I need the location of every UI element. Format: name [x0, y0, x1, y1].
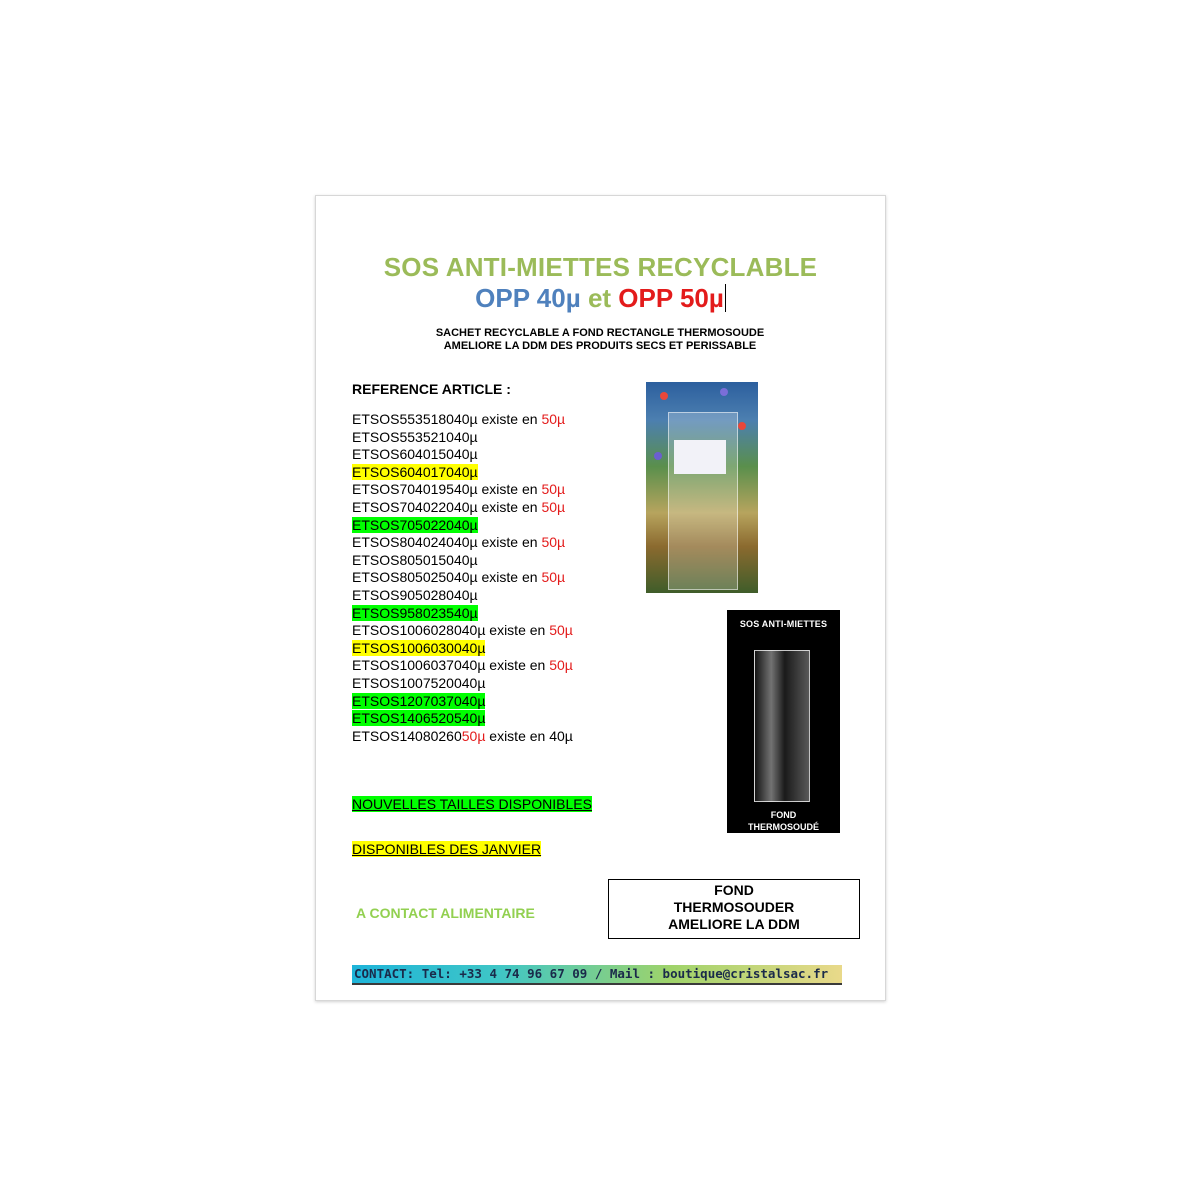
page-subtitle	[316, 283, 885, 314]
bag-label-card	[674, 440, 726, 474]
feature-box	[608, 879, 860, 939]
bag-illustration	[754, 650, 810, 802]
reference-item	[352, 411, 573, 429]
photo-caption-bottom-line2: THERMOSOUDÉ	[747, 822, 819, 832]
reference-code: ETSOS553518040µ	[352, 411, 478, 427]
reference-item	[352, 640, 573, 658]
reference-red-text: 50µ	[541, 481, 566, 498]
reference-note: existe en	[477, 498, 542, 515]
reference-item	[352, 534, 573, 552]
reference-note: existe en	[477, 569, 542, 586]
reference-code: ETSOS1006030040µ	[352, 639, 486, 656]
reference-item	[352, 657, 573, 675]
reference-red-text: 50µ	[549, 622, 573, 639]
reference-item	[352, 499, 573, 517]
contact-banner: CONTACT: Tel: +33 4 74 96 67 09 / Mail : boutique@cristalsac.fr	[352, 965, 842, 985]
feature-box-line2: THERMOSOUDER	[673, 899, 795, 915]
description-line-2: AMELIORE LA DDM DES PRODUITS SECS ET PERISSABLE	[443, 340, 757, 352]
reference-item	[352, 605, 573, 623]
reference-item	[352, 464, 573, 482]
flower-decoration	[738, 422, 746, 430]
reference-code: ETSOS1006037040µ	[352, 657, 486, 674]
reference-red-text: 50µ	[541, 498, 566, 515]
reference-red-text: 50µ	[549, 657, 573, 674]
reference-code: ETSOS805015040µ	[352, 551, 478, 568]
subtitle-et: et	[587, 283, 612, 313]
flower-decoration	[660, 392, 668, 400]
flower-decoration	[654, 452, 662, 460]
reference-item	[352, 587, 573, 605]
reference-code: ETSOS1006028040µ	[352, 622, 486, 639]
available-january-note: DISPONIBLES DES JANVIER	[352, 841, 542, 857]
subtitle-opp50: OPP 50µ	[618, 283, 724, 313]
reference-code: ETSOS804024040µ	[352, 534, 478, 551]
reference-note: existe en	[477, 481, 542, 498]
reference-item	[352, 710, 573, 728]
reference-code: ETSOS1207037040µ	[352, 692, 486, 709]
reference-code: ETSOS958023540µ	[352, 604, 478, 621]
reference-code: ETSOS604015040µ	[352, 446, 478, 463]
food-contact-note: A CONTACT ALIMENTAIRE	[356, 905, 535, 921]
photo-caption-bottom	[727, 809, 840, 833]
reference-note: existe en 40µ	[485, 727, 573, 744]
product-photo-bag	[727, 610, 840, 833]
reference-note: existe en	[485, 657, 550, 674]
reference-note: existe en	[477, 411, 542, 427]
reference-code: ETSOS604017040µ	[352, 463, 478, 480]
page-title: SOS ANTI-MIETTES RECYCLABLE	[383, 252, 818, 282]
reference-note: existe en	[485, 622, 550, 639]
reference-item	[352, 622, 573, 640]
photo-caption-top: SOS ANTI-MIETTES	[739, 619, 828, 629]
reference-code: ETSOS553521040µ	[352, 428, 478, 445]
subtitle-opp40: OPP 40µ	[475, 283, 581, 313]
reference-code: ETSOS1007520040µ	[352, 674, 486, 691]
reference-code: ETSOS705022040µ	[352, 516, 478, 533]
reference-item	[352, 429, 573, 447]
reference-code: ETSOS805025040µ	[352, 569, 478, 586]
reference-red-text: 50µ	[541, 411, 566, 427]
reference-list	[352, 411, 573, 745]
reference-item	[352, 446, 573, 464]
flower-decoration	[720, 388, 728, 396]
reference-item	[352, 481, 573, 499]
reference-item	[352, 569, 573, 587]
reference-red-text: 50µ	[541, 569, 566, 586]
reference-code: ETSOS14080260	[352, 727, 462, 744]
reference-code: ETSOS704019540µ	[352, 481, 478, 498]
reference-code: ETSOS905028040µ	[352, 586, 478, 603]
document-page	[315, 195, 886, 1001]
reference-item	[352, 693, 573, 711]
reference-red-text: 50µ	[461, 727, 486, 744]
reference-item	[352, 552, 573, 570]
reference-item	[352, 517, 573, 535]
reference-red-text: 50µ	[541, 534, 566, 551]
reference-code: ETSOS1406520540µ	[352, 710, 486, 727]
new-sizes-note: NOUVELLES TAILLES DISPONIBLES	[352, 796, 592, 812]
reference-code: ETSOS704022040µ	[352, 498, 478, 515]
reference-item	[352, 675, 573, 693]
product-description	[220, 327, 980, 353]
feature-box-line3: AMELIORE LA DDM	[668, 916, 800, 932]
product-photo-flowers	[646, 382, 758, 593]
text-cursor	[725, 284, 726, 312]
reference-note: existe en	[477, 534, 542, 551]
reference-label: REFERENCE ARTICLE :	[352, 381, 511, 397]
photo-caption-bottom-line1: FOND	[770, 810, 797, 820]
feature-box-line1: FOND	[714, 882, 754, 898]
product-bag-image	[668, 412, 738, 590]
reference-item-last	[352, 728, 573, 746]
description-line-1: SACHET RECYCLABLE A FOND RECTANGLE THERMOSOUDE	[435, 327, 765, 339]
